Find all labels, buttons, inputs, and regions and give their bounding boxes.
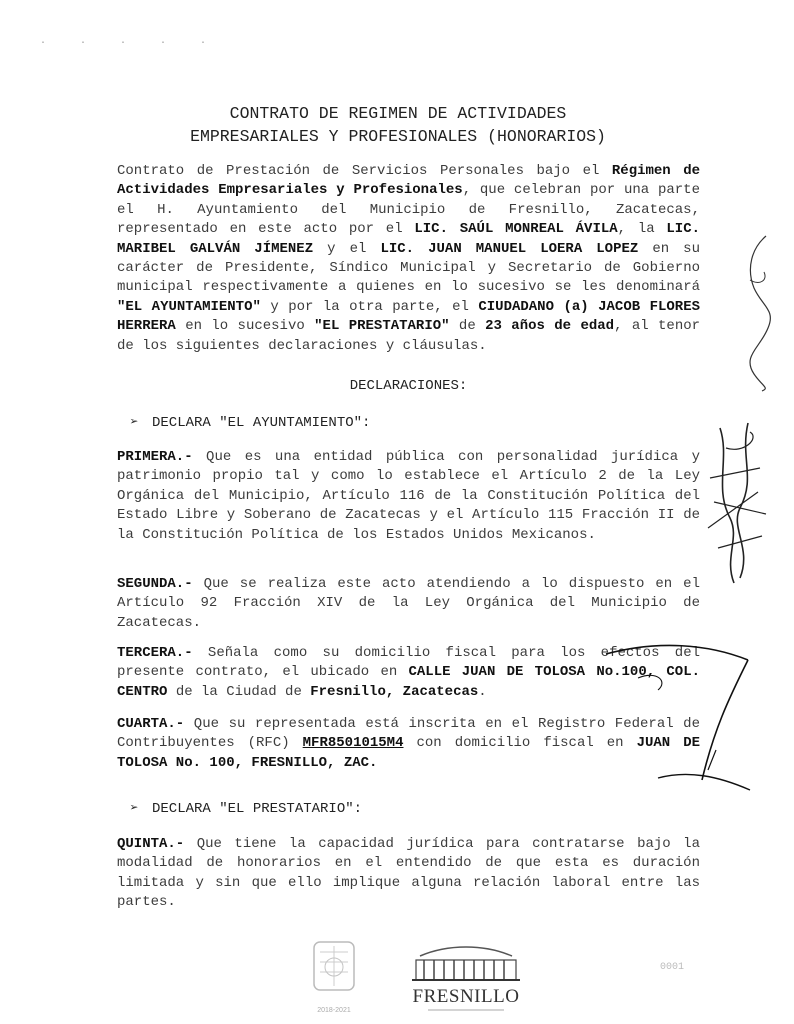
clause-label: TERCERA.- <box>117 645 193 661</box>
address-bold: CALLE JUAN DE TOLOSA No.100, COL. CENTRO <box>117 664 700 700</box>
intro-bold: Régimen de Actividades Empresariales y Profesionales <box>117 163 701 199</box>
intro-text: , al tenor de los siguientes declaraciones y cláusulas. <box>117 318 701 354</box>
clause-text: Que es una entidad pública con personalidad jurídica y patrimonio propio tal y como lo establece el Artículo 2 de la Ley Orgánica del Municipio, Artículo 116 de la Constitución Política del Estado Libre y Soberano de Zacatecas y el Artículo 115 Fracción II de la Constitución Política de los Estados Unidos Mexicanos. <box>117 449 700 543</box>
title-line-2: EMPRESARIALES Y PROFESIONALES (HONORARIOS) <box>190 127 606 146</box>
intro-text: Contrato de Prestación de Servicios Personales bajo el <box>117 163 612 179</box>
declara-ayuntamiento-label: DECLARA "EL AYUNTAMIENTO": <box>152 415 371 431</box>
clause-text: Señala como su domicilio fiscal para los efectos del presente contrato, el ubicado en <box>117 645 700 681</box>
clause-label: PRIMERA.- <box>117 449 193 465</box>
document-title <box>118 102 678 148</box>
intro-text: , que celebran por una parte el H. Ayuntamiento del Municipio de Fresnillo, Zacatecas, representado en este acto por el <box>117 182 700 238</box>
declara-prestatario-label: DECLARA "EL PRESTATARIO": <box>152 801 363 817</box>
scan-specks: · · · · · <box>40 38 221 49</box>
intro-text: en lo sucesivo <box>175 318 315 335</box>
intro-bold: "EL AYUNTAMIENTO" <box>117 298 261 315</box>
clause-text: Que su representada está inscrita en el Registro Federal de Contribuyentes (RFC) <box>117 716 700 752</box>
intro-bold: LIC. MARIBEL GALVÁN JÍMENEZ <box>117 221 700 257</box>
clause-quinta <box>117 835 700 913</box>
page-mark: 0001 <box>660 962 685 973</box>
intro-paragraph <box>117 162 700 356</box>
clause-segunda <box>117 575 700 633</box>
declaraciones-heading: DECLARACIONES: <box>349 378 468 394</box>
intro-bold: "EL PRESTATARIO" <box>314 318 450 335</box>
arrow-bullet-icon: ➢ <box>130 801 139 817</box>
intro-bold: LIC. JUAN MANUEL LOERA LOPEZ <box>380 240 639 257</box>
clause-text: . <box>478 683 487 700</box>
declara-prestatario-heading <box>130 800 362 817</box>
intro-bold: 23 años de edad <box>485 318 615 335</box>
intro-text: y por la otra parte, el <box>260 298 479 315</box>
arrow-bullet-icon: ➢ <box>130 415 139 431</box>
intro-text: de <box>449 318 486 335</box>
declara-ayuntamiento-heading <box>130 414 370 431</box>
fresnillo-logo-icon <box>398 944 534 1020</box>
seal-year: 2018-2021 <box>317 1007 351 1014</box>
clause-text: Que se realiza este acto atendiendo a lo dispuesto en el Artículo 92 Fracción XIV de la Ley Orgánica del Municipio de Zacatecas. <box>117 576 700 631</box>
clause-label: CUARTA.- <box>117 716 185 732</box>
intro-text: en su carácter de Presidente, Síndico Municipal y Secretario de Gobierno municipal respectivamente a quienes en lo sucesivo se les denominará <box>117 240 700 296</box>
signature-bottom-right <box>598 630 758 795</box>
clause-label: QUINTA.- <box>117 836 185 852</box>
clause-text: con domicilio fiscal en <box>403 735 637 752</box>
clause-label: SEGUNDA.- <box>117 576 193 592</box>
intro-text: y el <box>313 240 381 257</box>
fiscal-address-bold: JUAN DE TOLOSA No. 100, FRESNILLO, ZAC. <box>117 735 700 771</box>
title-line-1: CONTRATO DE REGIMEN DE ACTIVIDADES <box>229 104 567 123</box>
clause-text: Que tiene la capacidad jurídica para contratarse bajo la modalidad de honorarios en el entendido de que esta es duración limitada y sin que ello implique alguna relación laboral entre las partes. <box>117 836 700 911</box>
intro-bold: LIC. SAÚL MONREAL ÁVILA <box>414 221 618 238</box>
clause-text: de la Ciudad de <box>167 683 311 700</box>
city-bold: Fresnillo, Zacatecas <box>310 683 479 700</box>
municipal-seal-icon <box>308 938 360 1018</box>
clause-primera <box>117 448 700 545</box>
intro-text: , la <box>617 221 667 238</box>
rfc-value: MFR8501015M4 <box>302 735 404 752</box>
signature-top-right <box>732 228 782 393</box>
intro-bold: CIUDADANO (a) JACOB FLORES HERRERA <box>117 298 700 335</box>
logo-text: FRESNILLO <box>412 986 520 1007</box>
signature-middle-right <box>700 418 780 588</box>
